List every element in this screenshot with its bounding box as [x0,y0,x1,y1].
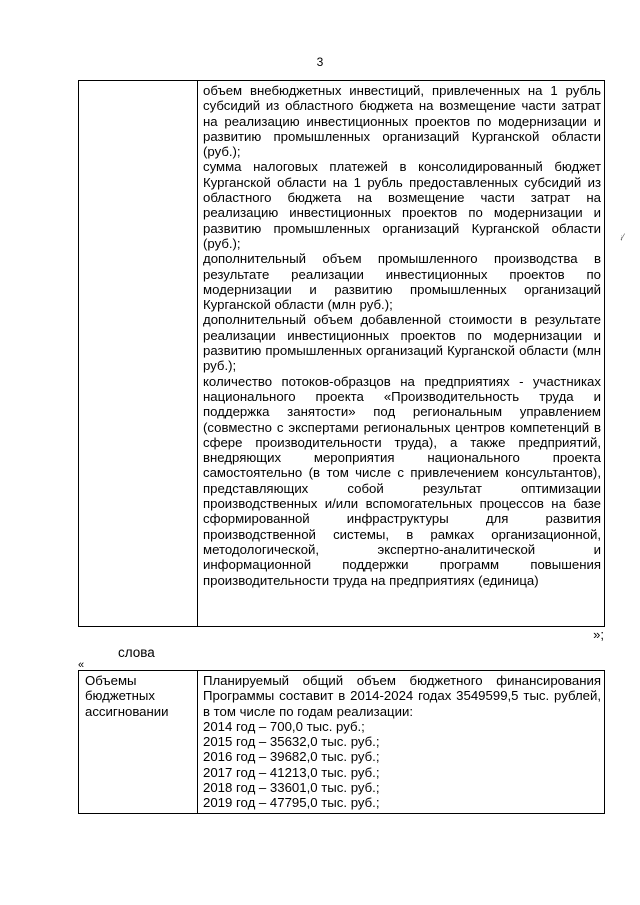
opening-quote: « [78,659,85,671]
budget-year-line: 2019 год – 47795,0 тыс. руб.; [203,795,380,811]
indicator-paragraph: количество потоков-образцов на предприятиях - участниках национального проекта «Производительность труда и поддержка занятости» под региональным управлением (совместно с экспертами региональных центров компетенций в сфере производительности труда), а также предприятий, внедряющих мероприятия национального проекта самостоятельно (в том числе с привлечением консультантов), представляющих собой результат оптимизации производственных и/или вспомогательных процессов на базе сформированной инфраструктуры для развития производственной системы, в рамках организационной, методологической, экспертно-аналитической и информационной поддержки программ повышения производительности труда на предприятиях (единица) [203,373,601,588]
budget-year-line: 2015 год – 35632,0 тыс. руб.; [203,734,380,750]
indicator-paragraph: дополнительный объем промышленного производства в результате реализации инвестиционных проектов по модернизации и развитию промышленных организаций Курганской области (млн руб.); [203,251,601,313]
indicator-paragraph: дополнительный объем добавленной стоимости в результате реализации инвестиционных проектов по модернизации и развитию промышленных организаций Курганской области (млн руб.); [203,312,601,374]
table-row [79,81,605,627]
indicator-paragraph: сумма налоговых платежей в консолидированный бюджет Курганской области на 1 рубль предоставленных субсидий из областного бюджета на возмещение части затрат на реализацию инвестиционных проектов по модернизации и развитию промышленных организаций Курганской области (руб.); [203,159,601,251]
budget-intro: Планируемый общий объем бюджетного финансирования Программы составит в 2014-2024 годах 3549599,5 тыс. рублей, в том числе по годам реализации: [203,673,601,719]
budget-year-line: 2017 год – 41213,0 тыс. руб.; [203,764,380,780]
word-slova: слова [118,645,155,660]
closing-quote: »; [593,627,604,642]
budget-table [78,670,605,814]
budget-label-cell [79,671,198,814]
margin-mark: ᵢ⁄ [621,232,624,242]
budget-year-line: 2016 год – 39682,0 тыс. руб.; [203,749,380,765]
budget-year-line: 2018 год – 33601,0 тыс. руб.; [203,780,380,796]
budget-year-line: 2014 год – 700,0 тыс. руб.; [203,718,365,734]
budget-label: Объемы бюджетных ассигновании [85,673,169,719]
indicators-table [78,80,605,627]
page-number: 3 [316,55,324,69]
empty-label-cell [79,81,198,627]
indicators-cell [198,81,605,627]
budget-content-cell [198,671,605,814]
table-row [79,671,605,814]
indicator-paragraph: объем внебюджетных инвестиций, привлеченных на 1 рубль субсидий из областного бюджета на возмещение части затрат на реализацию инвестиционных проектов по модернизации и развитию промышленных организаций Курганской области (руб.); [203,83,601,160]
